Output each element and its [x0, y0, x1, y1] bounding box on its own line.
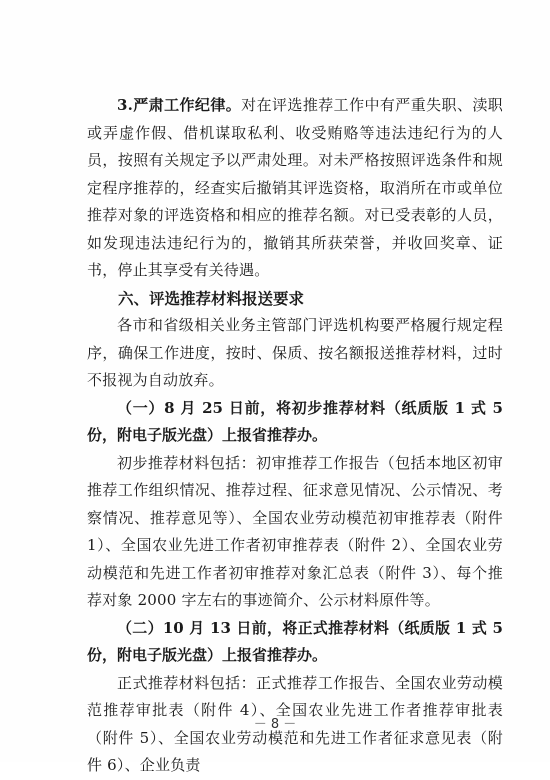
section-3-lead: 3.严肃工作纪律。: [117, 96, 242, 114]
page-number: － 8 －: [253, 717, 297, 732]
document-body: [87, 92, 503, 780]
item-2-text: 正式推荐材料包括：正式推荐工作报告、全国农业劳动模范推荐审批表（附件 4）、全国农业先进工作者推荐审批表（附件 5）、全国农业劳动模范和先进工作者征求意见表（附件 6）、企业负责: [87, 673, 503, 774]
section-3-text: 对在评选推荐工作中有严重失职、渎职或弄虚作假、借机谋取私利、收受贿赂等违法违纪行为的人员，按照有关规定予以严肃处理。对未严格按照评选条件和规定程序推荐的，经查实后撤销其评选资格，取消所在市或单位推荐对象的评选资格和相应的推荐名额。对已受表彰的人员，如发现违法违纪行为的，撤销其所获荣誉，并收回奖章、证书，停止其享受有关待遇。: [87, 96, 503, 279]
section-6-intro: 各市和省级相关业务主管部门评选机构要严格履行规定程序，确保工作进度，按时、保质、按名额报送推荐材料，过时不报视为自动放弃。: [87, 316, 503, 389]
section-3-paragraph: [87, 92, 503, 285]
item-1-heading: （一）8 月 25 日前，将初步推荐材料（纸质版 1 式 5 份，附电子版光盘）上报省推荐办。: [87, 398, 503, 444]
item-2-heading: （二）10 月 13 日前，将正式推荐材料（纸质版 1 式 5 份，附电子版光盘）上报省推荐办。: [87, 618, 503, 664]
item-1-text: 初步推荐材料包括：初审推荐工作报告（包括本地区初审推荐工作组织情况、推荐过程、征求意见情况、公示情况、考察情况、推荐意见等）、全国农业劳动模范初审推荐表（附件 1）、全国农业先进工作者初审推荐表（附件 2）、全国农业劳动模范和先进工作者初审推荐对象汇总表（附件 3）、每个推荐对象 2000 字左右的事迹简介、公示材料原件等。: [87, 453, 503, 609]
section-6-heading: 六、评选推荐材料报送要求: [118, 288, 305, 308]
